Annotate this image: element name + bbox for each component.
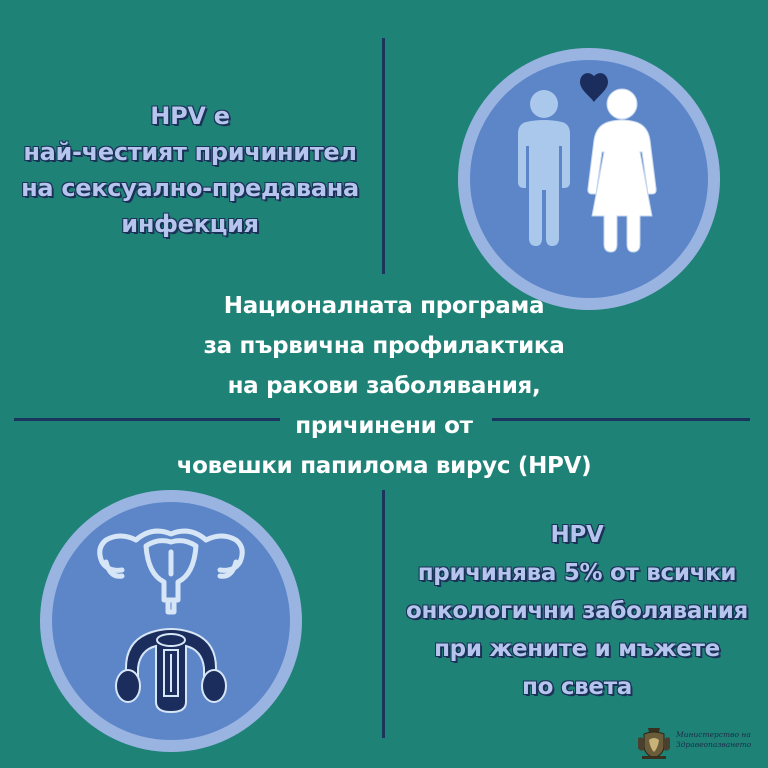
male-reproductive-organs-icon — [116, 629, 226, 712]
woman-icon — [588, 89, 656, 252]
hpv-causes-cancer-line: по света — [522, 674, 632, 700]
divider-vertical-top — [382, 38, 385, 274]
heart-icon — [580, 73, 608, 102]
reproductive-organs-illustration — [40, 490, 302, 752]
hpv-causes-cancer-text — [392, 516, 762, 706]
program-title-line: за първична профилактика — [203, 333, 565, 359]
program-title-line: на ракови заболявания, — [227, 373, 541, 399]
hpv-causes-cancer-line: HPV — [550, 522, 604, 548]
hpv-most-common-line: инфекция — [121, 210, 259, 238]
ministry-logo — [636, 726, 764, 760]
hpv-most-common-line: HPV е — [150, 102, 230, 130]
hpv-most-common-line: на сексуално-предавана — [21, 174, 359, 202]
program-title-line: причинени от — [295, 413, 473, 439]
hpv-causes-cancer-line: онкологични заболявания — [406, 598, 748, 624]
hpv-causes-cancer-line: при жените и мъжете — [434, 636, 720, 662]
man-icon — [518, 90, 570, 246]
couple-illustration — [458, 48, 720, 310]
divider-vertical-bottom — [382, 490, 385, 738]
program-title-line: Националната програма — [223, 293, 545, 319]
program-title — [130, 286, 638, 486]
logo-line: Министерство на — [676, 730, 751, 739]
hpv-most-common-line: най-честият причинител — [23, 138, 357, 166]
female-reproductive-organs-icon — [100, 531, 243, 612]
program-title-line: човешки папилома вирус (HPV) — [176, 453, 592, 479]
coat-of-arms-icon — [636, 726, 672, 760]
logo-line: Здравеопазването — [676, 740, 752, 749]
hpv-causes-cancer-line: причинява 5% от всички — [417, 560, 737, 586]
hpv-most-common-text — [10, 98, 370, 242]
